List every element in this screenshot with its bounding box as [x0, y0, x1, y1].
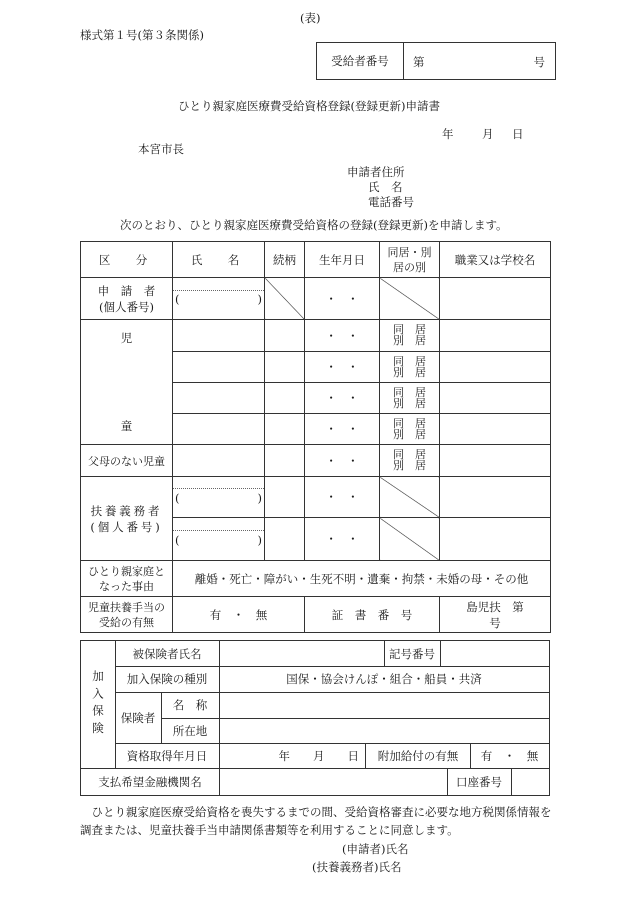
- applicant-category: [81, 278, 173, 320]
- reason-label: ひとり親家庭となった事由: [81, 561, 173, 597]
- child-category: [81, 320, 173, 445]
- bank-row: [80, 768, 550, 796]
- orphan-cohabit-cell[interactable]: 同 居 別 居: [380, 445, 440, 477]
- header-birth: 生年月日: [305, 242, 380, 278]
- bank-label: 支払希望金融機関名: [81, 769, 220, 795]
- child-name-cell[interactable]: [173, 383, 265, 414]
- child-birth-cell[interactable]: ・・: [305, 414, 380, 445]
- consent-text: ひとり親家庭医療受給資格を喪失するまでの間、受給資格審査に必要な地方税関係情報を調査または、児童扶養手当申請関係書類等を利用することに同意します。: [80, 805, 552, 837]
- supporter-name-cell[interactable]: ( ): [173, 518, 265, 561]
- child-relation-cell[interactable]: [265, 414, 305, 445]
- applicant-name-cell[interactable]: ( ): [173, 278, 265, 320]
- supporter-category: [81, 477, 173, 561]
- supporter-name-cell[interactable]: ( ): [173, 477, 265, 518]
- addressee: 本宮市長: [138, 142, 184, 156]
- applicant-relation-slash: [265, 278, 305, 320]
- orphan-label: 父母のない児童: [81, 445, 173, 477]
- table-row-allowance: [81, 597, 551, 633]
- form-title: ひとり親家庭医療費受給資格登録(登録更新)申請書: [178, 99, 440, 113]
- table-header-row: [81, 242, 551, 278]
- child-relation-cell[interactable]: [265, 383, 305, 414]
- child-relation-cell[interactable]: [265, 352, 305, 383]
- child-birth-cell[interactable]: ・・: [305, 320, 380, 352]
- insurance-section: [80, 640, 550, 769]
- certificate-number[interactable]: 島児扶 第 号: [440, 597, 551, 633]
- supporter-label: 扶養義務者: [90, 503, 163, 518]
- page-side-mark: (表): [300, 11, 321, 25]
- intro-text: 次のとおり、ひとり親家庭医療費受給資格の登録(登録更新)を申請します。: [120, 218, 508, 232]
- insured-name-label: 被保険者氏名: [115, 641, 220, 666]
- insurance-label: 加入保険: [91, 670, 105, 739]
- account-input[interactable]: [511, 769, 549, 795]
- child-name-cell[interactable]: [173, 320, 265, 352]
- child-birth-cell[interactable]: ・・: [305, 383, 380, 414]
- child-occupation-cell[interactable]: [440, 320, 551, 352]
- orphan-relation-cell[interactable]: [265, 445, 305, 477]
- supporter-relation-cell[interactable]: [265, 477, 305, 518]
- recipient-number-box: [316, 42, 556, 80]
- applicant-occupation-cell[interactable]: [440, 278, 551, 320]
- child-cohabit-cell[interactable]: 同 居 別 居: [380, 414, 440, 445]
- supporter-cohabit-slash: [380, 477, 440, 518]
- symbol-number-input[interactable]: [440, 641, 549, 666]
- header-name: 氏 名: [173, 242, 265, 278]
- applicant-cohabit-slash: [380, 278, 440, 320]
- insurance-type-label: 加入保険の種別: [115, 666, 220, 692]
- child-cohabit-cell[interactable]: 同 居 別 居: [380, 352, 440, 383]
- child-label-bottom: 童: [120, 419, 133, 433]
- applicant-label: 申 請 者: [97, 283, 156, 298]
- supporter-signature-label: (扶養義務者)氏名: [312, 860, 402, 874]
- qualified-date-input[interactable]: 年 月 日: [219, 743, 366, 768]
- date-month: 月: [482, 127, 494, 141]
- applicant-signature-label: (申請者)氏名: [342, 842, 409, 856]
- insurer-label: 保険者: [115, 692, 162, 743]
- applicant-birth-cell[interactable]: ・・: [305, 278, 380, 320]
- supporter-occupation-cell[interactable]: [440, 518, 551, 561]
- insurance-label-cell: [81, 641, 116, 768]
- allowance-options[interactable]: 有 ・ 無: [173, 597, 305, 633]
- table-row-orphan: [81, 445, 551, 477]
- account-label: 口座番号: [447, 769, 512, 795]
- application-table: [80, 241, 570, 633]
- bank-input[interactable]: [219, 769, 448, 795]
- header-relation: 続柄: [265, 242, 305, 278]
- applicant-address-label: 申請者住所: [347, 165, 405, 179]
- child-cohabit-cell[interactable]: 同 居 別 居: [380, 383, 440, 414]
- child-occupation-cell[interactable]: [440, 352, 551, 383]
- supporter-cohabit-slash: [380, 518, 440, 561]
- table-row-reason: [81, 561, 551, 597]
- certificate-label: 証 書 番 号: [305, 597, 440, 633]
- applicant-name-label: 氏 名: [368, 180, 403, 194]
- child-label-top: 児: [120, 331, 133, 345]
- child-name-cell[interactable]: [173, 352, 265, 383]
- date-day: 日: [512, 127, 524, 141]
- symbol-number-label: 記号番号: [384, 641, 441, 666]
- allowance-label: 児童扶養手当の受給の有無: [81, 597, 173, 633]
- applicant-sub: (個人番号): [99, 299, 154, 314]
- supporter-birth-cell[interactable]: ・・: [305, 518, 380, 561]
- insurer-name-label: 名 称: [161, 692, 220, 718]
- recipient-number-label: 受給者番号: [317, 43, 404, 79]
- supporter-occupation-cell[interactable]: [440, 477, 551, 518]
- additional-benefit-label: 附加給付の有無: [366, 743, 471, 768]
- insured-name-input[interactable]: [219, 641, 385, 666]
- insurer-name-input[interactable]: [219, 692, 549, 718]
- orphan-birth-cell[interactable]: ・・: [305, 445, 380, 477]
- form-number: 様式第１号(第３条関係): [80, 28, 204, 42]
- insurer-address-label: 所在地: [161, 718, 220, 743]
- child-occupation-cell[interactable]: [440, 414, 551, 445]
- reason-options[interactable]: 離婚・死亡・障がい・生死不明・遺棄・拘禁・未婚の母・その他: [173, 561, 551, 597]
- child-cohabit-cell[interactable]: 同 居 別 居: [380, 320, 440, 352]
- qualified-date-label: 資格取得年月日: [115, 743, 220, 768]
- orphan-occupation-cell[interactable]: [440, 445, 551, 477]
- header-cohabit: 同居・別居の別: [380, 242, 440, 278]
- supporter-relation-cell[interactable]: [265, 518, 305, 561]
- applicant-phone-label: 電話番号: [368, 195, 414, 209]
- insurance-type-options[interactable]: 国保・協会けんぽ・組合・船員・共済: [286, 672, 482, 686]
- additional-benefit-options[interactable]: 有 ・ 無: [480, 748, 539, 763]
- table-row-child: [81, 320, 551, 352]
- child-name-cell[interactable]: [173, 414, 265, 445]
- orphan-name-cell[interactable]: [173, 445, 265, 477]
- child-relation-cell[interactable]: [265, 320, 305, 352]
- table-row-supporter: [81, 477, 551, 518]
- child-birth-cell[interactable]: ・・: [305, 352, 380, 383]
- table-row-applicant: [81, 278, 551, 320]
- header-category: 区 分: [81, 242, 173, 278]
- supporter-birth-cell[interactable]: ・・: [305, 477, 380, 518]
- date-year: 年: [442, 127, 454, 141]
- insurer-address-input[interactable]: [219, 718, 549, 743]
- header-occupation: 職業又は学校名: [440, 242, 551, 278]
- supporter-sub: (個人番号): [90, 519, 163, 534]
- recipient-number-prefix: 第: [413, 55, 425, 69]
- recipient-number-suffix: 号: [533, 55, 545, 69]
- child-occupation-cell[interactable]: [440, 383, 551, 414]
